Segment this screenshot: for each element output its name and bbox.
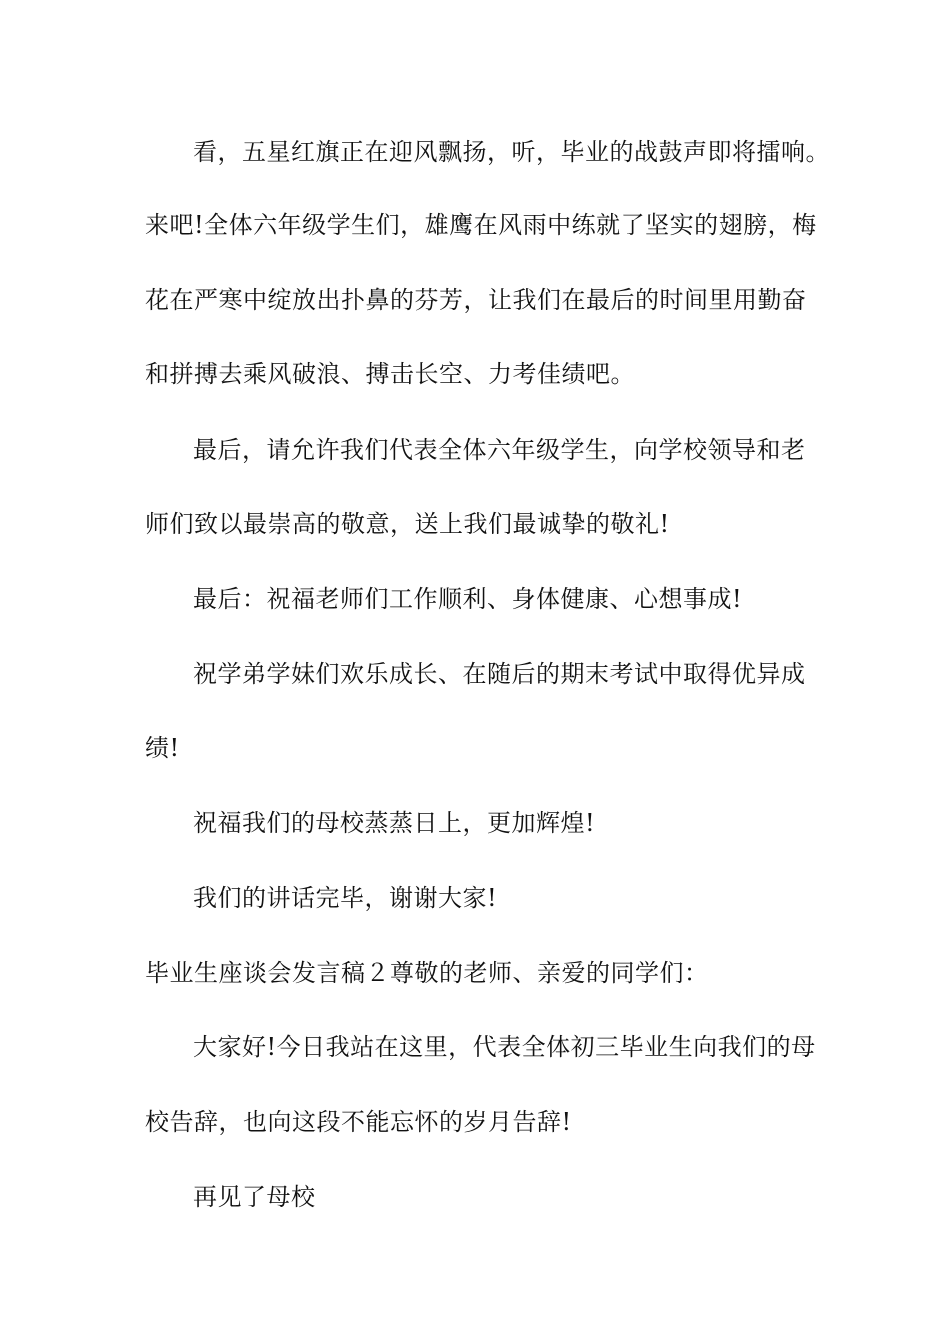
section-heading-line: 毕业生座谈会发言稿２尊敬的老师、亲爱的同学们： xyxy=(145,959,709,987)
paragraph-line: 祝福我们的母校蒸蒸日上，更加辉煌! xyxy=(193,809,596,837)
paragraph-line: 看，五星红旗正在迎风飘扬，听，毕业的战鼓声即将擂响。 xyxy=(193,138,830,166)
paragraph-line: 花在严寒中绽放出扑鼻的芬芳，让我们在最后的时间里用勤奋 xyxy=(145,286,807,314)
paragraph-line: 我们的讲话完毕，谢谢大家! xyxy=(193,884,498,912)
paragraph-line: 和拼搏去乘风破浪、搏击长空、力考佳绩吧。 xyxy=(145,360,635,388)
paragraph-line: 再见了母校 xyxy=(193,1183,316,1211)
paragraph-line: 祝学弟学妹们欢乐成长、在随后的期末考试中取得优异成 xyxy=(193,660,806,688)
paragraph-line: 师们致以最崇高的敬意，送上我们最诚挚的敬礼! xyxy=(145,510,670,538)
paragraph-line: 绩! xyxy=(145,734,180,762)
paragraph-line: 来吧!全体六年级学生们，雄鹰在风雨中练就了坚实的翅膀，梅 xyxy=(145,211,817,239)
paragraph-line: 大家好!今日我站在这里，代表全体初三毕业生向我们的母 xyxy=(193,1033,816,1061)
paragraph-line: 最后：祝福老师们工作顺利、身体健康、心想事成! xyxy=(193,585,743,613)
paragraph-line: 校告辞，也向这段不能忘怀的岁月告辞! xyxy=(145,1108,572,1136)
paragraph-line: 最后，请允许我们代表全体六年级学生，向学校领导和老 xyxy=(193,436,806,464)
